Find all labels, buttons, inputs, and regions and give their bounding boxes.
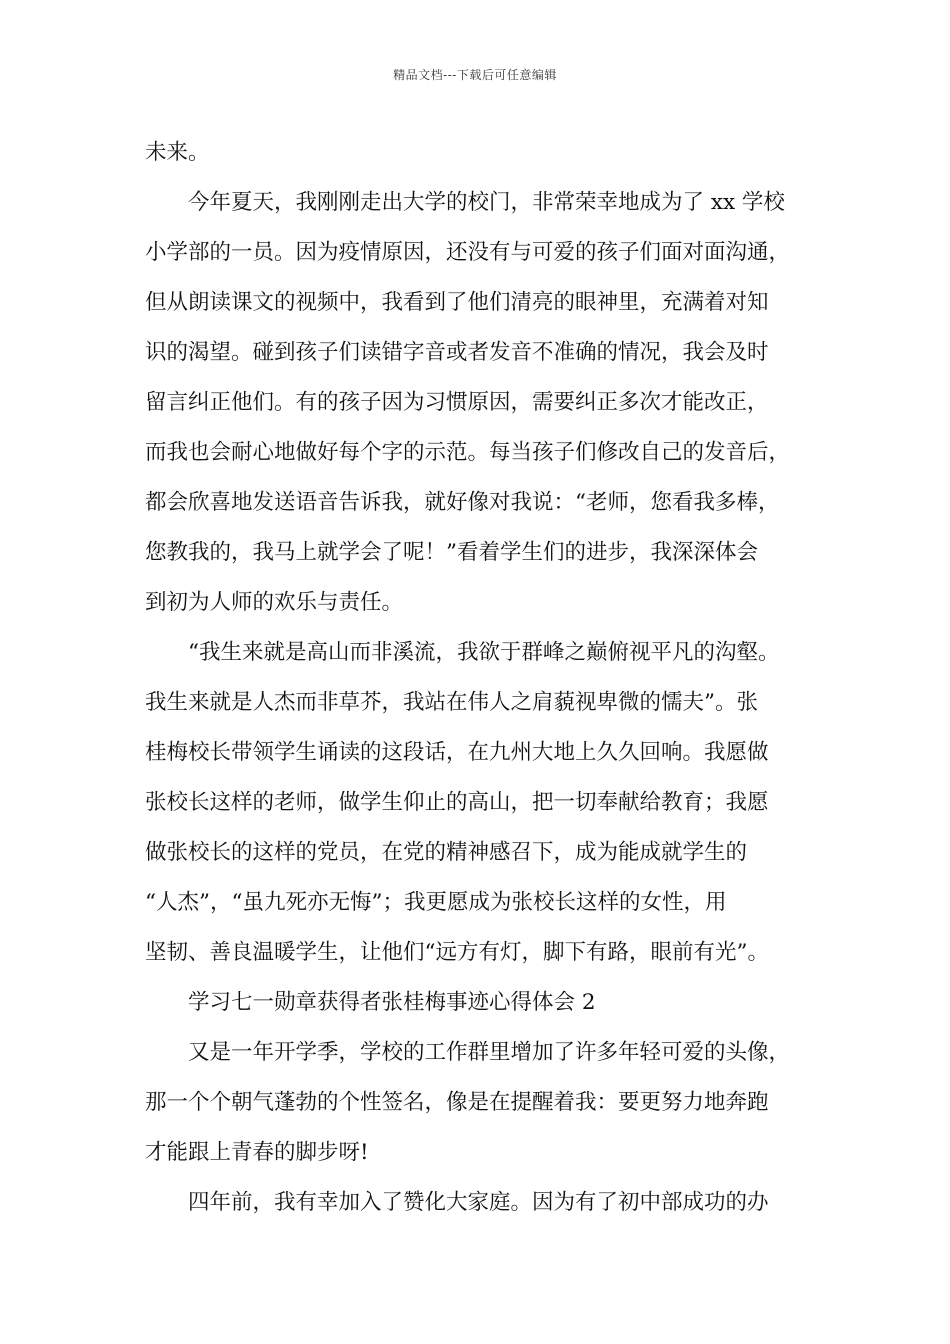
text-line: “我生来就是高山而非溪流，我欲于群峰之巅俯视平凡的沟壑。 [145,640,780,665]
page-header: 精品文档---下载后可任意编辑 [393,68,557,82]
section-heading: 学习七一勋章获得者张桂梅事迹心得体会 2 [145,990,596,1015]
text-line: “人杰”，“虽九死亦无悔”；我更愿成为张校长这样的女性，用 [145,890,727,915]
text-line: 而我也会耐心地做好每个字的示范。每当孩子们修改自己的发音后， [145,440,791,465]
text-line: 张校长这样的老师，做学生仰止的高山，把一切奉献给教育；我愿 [145,790,769,815]
text-line: 您教我的，我马上就学会了呢！”看着学生们的进步，我深深体会 [145,540,758,565]
text-line: 留言纠正他们。有的孩子因为习惯原因，需要纠正多次才能改正， [145,390,769,415]
text-line: 未来。 [145,140,210,165]
text-line: 到初为人师的欢乐与责任。 [145,590,404,615]
text-line: 做张校长的这样的党员，在党的精神感召下，成为能成就学生的 [145,840,748,865]
text-line: 我生来就是人杰而非草芥，我站在伟人之肩藐视卑微的懦夫”。张 [145,690,758,715]
text-line: 四年前，我有幸加入了赞化大家庭。因为有了初中部成功的办 [145,1190,769,1215]
text-line: 都会欣喜地发送语音告诉我，就好像对我说：“老师，您看我多棒， [145,490,780,515]
document-body [145,128,835,1228]
text-line: 但从朗读课文的视频中，我看到了他们清亮的眼神里，充满着对知 [145,290,769,315]
text-line: 桂梅校长带领学生诵读的这段话，在九州大地上久久回响。我愿做 [145,740,769,765]
text-line: 才能跟上青春的脚步呀! [145,1140,369,1165]
text-line: 坚韧、善良温暖学生，让他们“远方有灯，脚下有路，眼前有光”。 [145,940,769,965]
text-line: 那一个个朝气蓬勃的个性签名，像是在提醒着我：要更努力地奔跑 [145,1090,769,1115]
text-line: 又是一年开学季，学校的工作群里增加了许多年轻可爱的头像， [145,1040,791,1065]
text-line: 今年夏天，我刚刚走出大学的校门，非常荣幸地成为了 xx 学校 [145,190,785,215]
text-line: 识的渴望。碰到孩子们读错字音或者发音不准确的情况，我会及时 [145,340,769,365]
text-line: 小学部的一员。因为疫情原因，还没有与可爱的孩子们面对面沟通， [145,240,791,265]
